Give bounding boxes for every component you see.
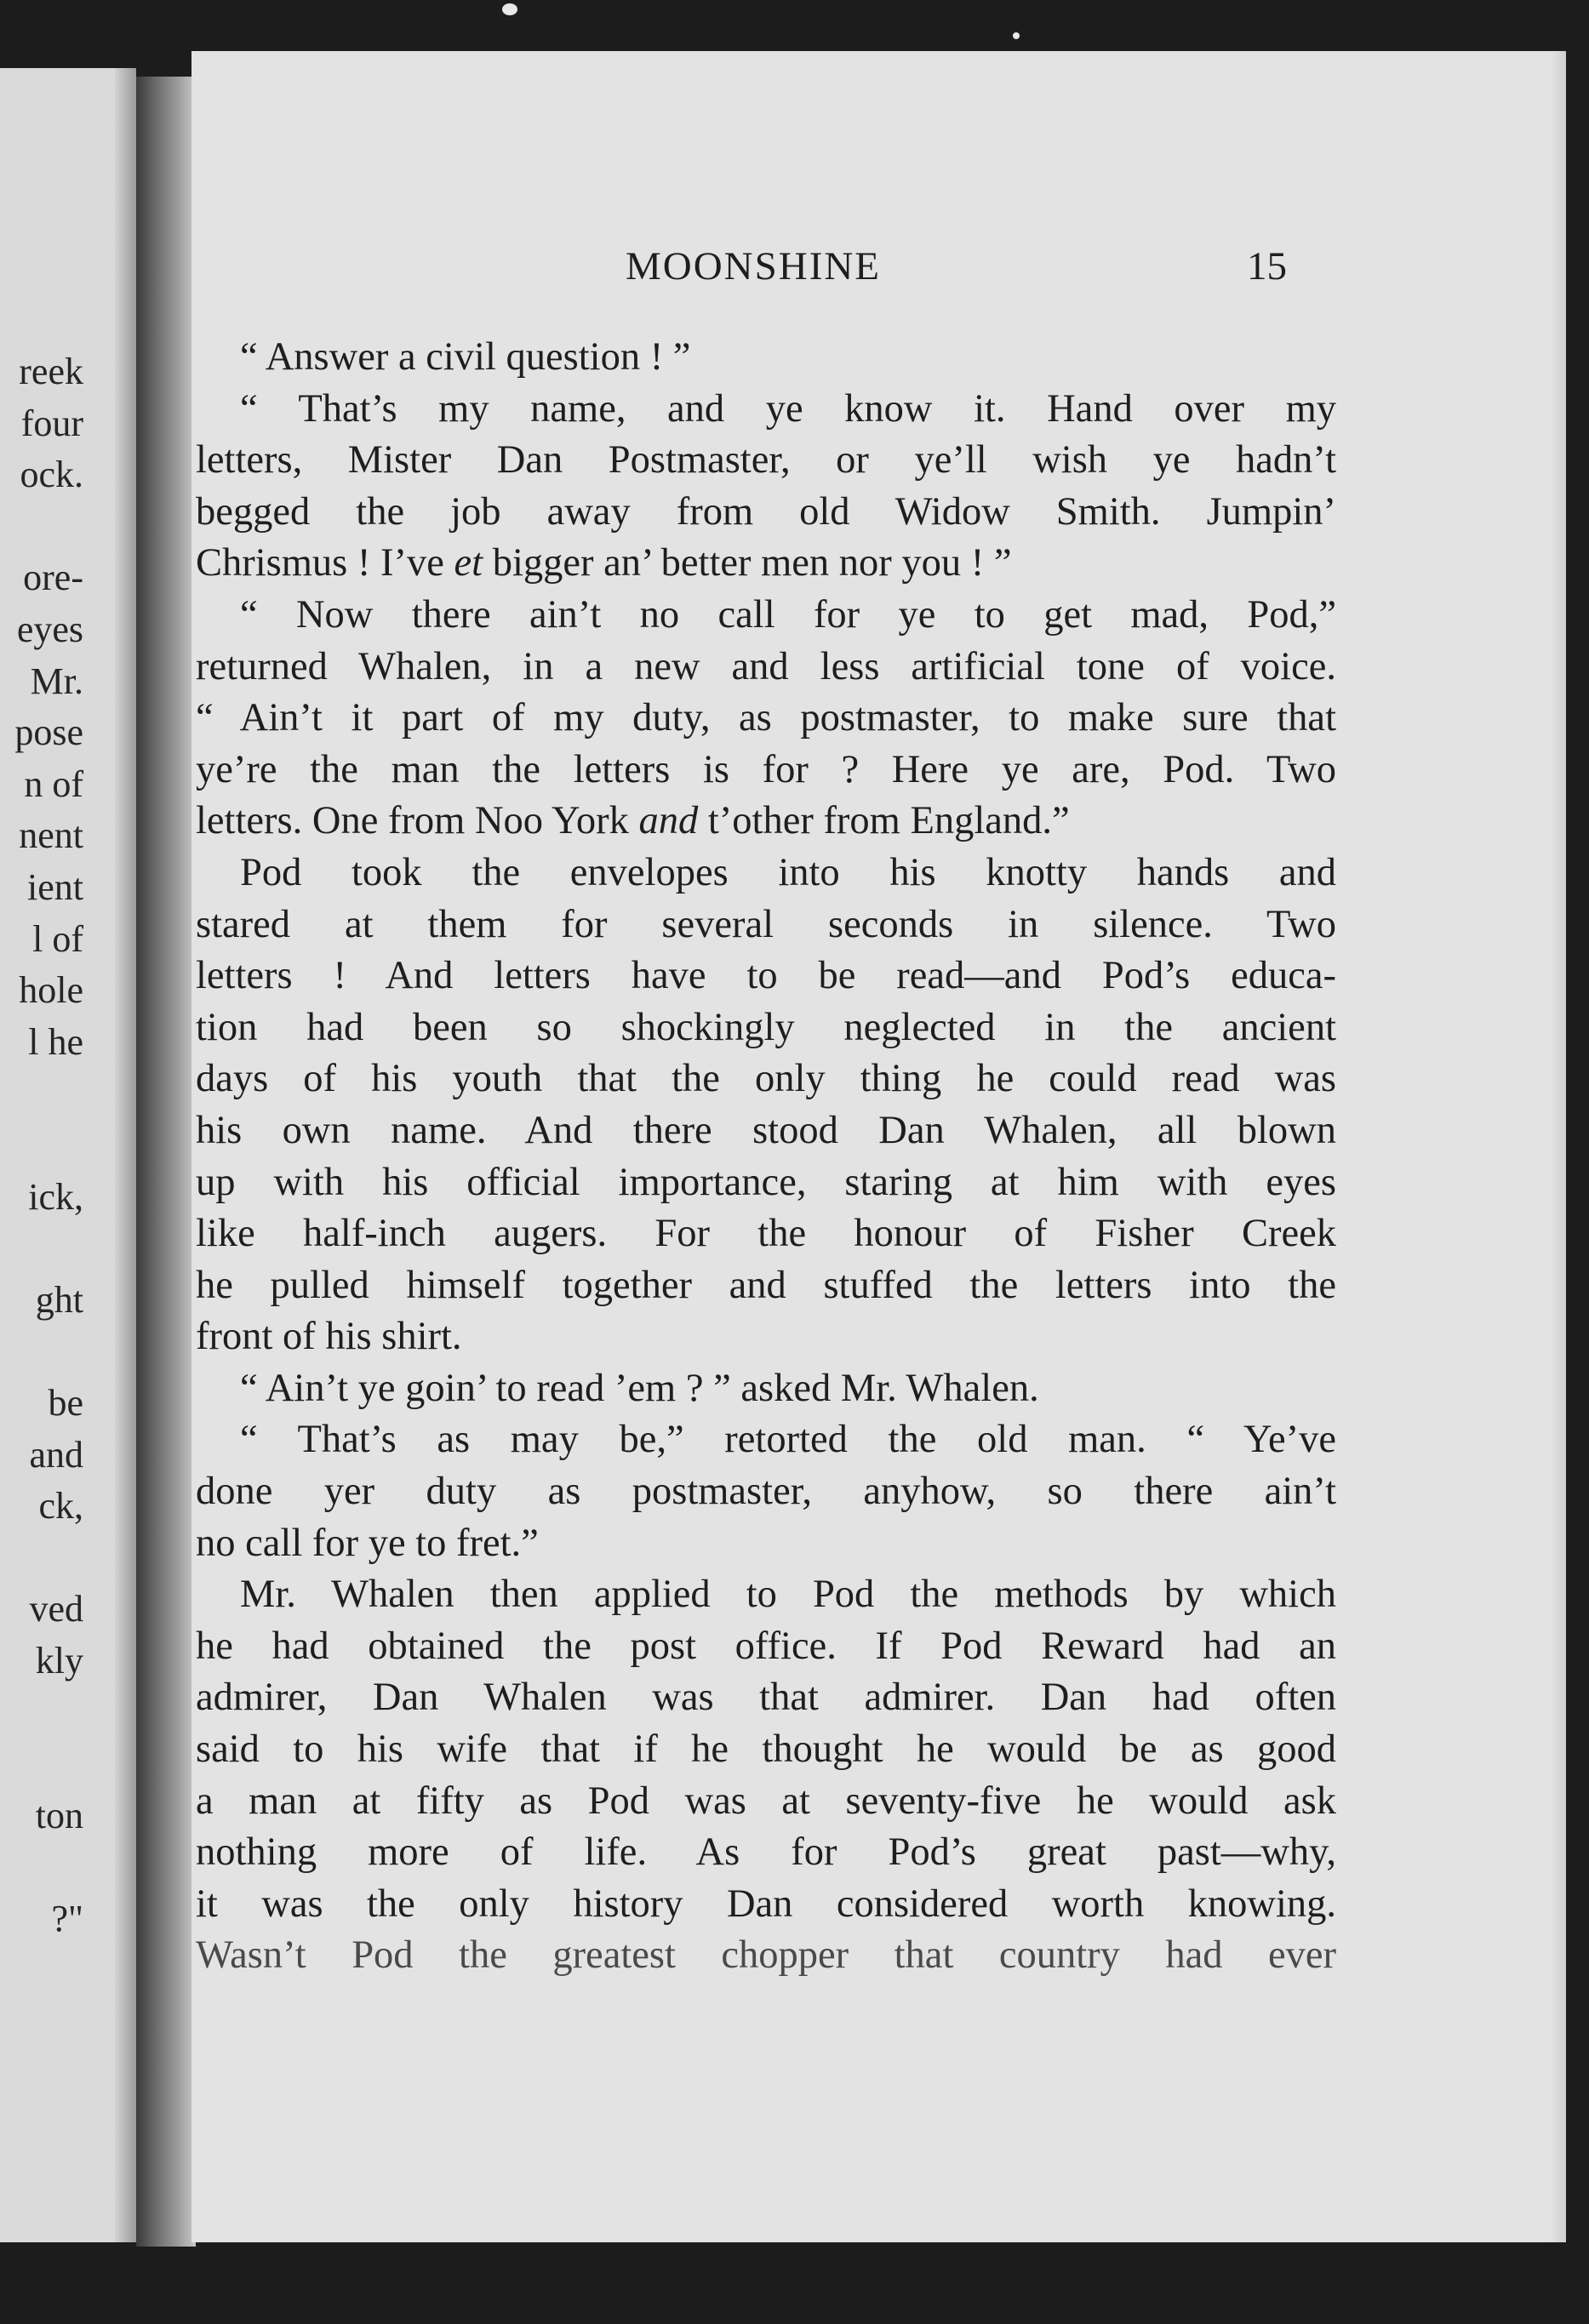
text-line: “ That’s as may be,” retorted the old man. “ Ye’ve — [240, 1418, 1336, 1462]
facing-page-fragment: ick, — [28, 1175, 83, 1218]
text-line: “ Now there ain’t no call for ye to get mad, Pod,” — [240, 592, 1336, 637]
facing-page-fragment: ght — [35, 1278, 83, 1321]
dust-speck — [1013, 32, 1020, 39]
text-line: “ That’s my name, and ye know it. Hand over my — [240, 386, 1336, 431]
text-line: days of his youth that the only thing he could read was — [196, 1057, 1336, 1101]
text-line: no call for ye to fret.” — [196, 1521, 539, 1565]
text-line: letters. One from Noo York and t’other from England.” — [196, 799, 1070, 843]
text-line: letters, Mister Dan Postmaster, or ye’ll wish ye hadn’t — [196, 438, 1336, 483]
text-line: Chrismus ! I’ve et bigger an’ better men nor you ! ” — [196, 541, 1012, 585]
facing-page-edge — [0, 68, 136, 2242]
facing-page-fragment: ore- — [23, 557, 83, 599]
page-number: 15 — [1247, 244, 1287, 288]
text-line: Mr. Whalen then applied to Pod the methods by which — [240, 1573, 1336, 1617]
facing-page-fragment: four — [20, 402, 83, 444]
text-line: front of his shirt. — [196, 1315, 462, 1359]
facing-page-fragment: Mr. — [30, 660, 83, 702]
text-line: a man at fifty as Pod was at seventy-five he would ask — [196, 1779, 1336, 1823]
text-line: “ Answer a civil question ! ” — [240, 335, 691, 379]
text-line: like half-inch augers. For the honour of Fisher Creek — [196, 1212, 1336, 1256]
text-line: admirer, Dan Whalen was that admirer. Dan had often — [196, 1676, 1336, 1720]
text-line: nothing more of life. As for Pod’s great past—why, — [196, 1830, 1336, 1875]
page-edge-shadow — [1551, 51, 1566, 2242]
book-spine-shadow — [136, 77, 196, 2247]
facing-page-fragment: ton — [35, 1794, 83, 1836]
running-head — [191, 243, 1566, 294]
text-line: Pod took the envelopes into his knotty hands and — [240, 850, 1336, 894]
text-line: stared at them for several seconds in silence. Two — [196, 902, 1336, 946]
facing-page-fragment: n of — [24, 762, 83, 805]
text-line: returned Whalen, in a new and less artificial tone of voice. — [196, 644, 1336, 688]
text-line: done yer duty as postmaster, anyhow, so there ain’t — [196, 1470, 1336, 1514]
body-text — [196, 332, 1336, 1982]
facing-page-fragment: hole — [19, 969, 83, 1012]
book-page — [191, 51, 1566, 2242]
text-line: he pulled himself together and stuffed the letters into the — [196, 1263, 1336, 1307]
text-line: he had obtained the post office. If Pod Reward had an — [196, 1624, 1336, 1668]
text-line: “ Ain’t ye goin’ to read ’em ? ” asked Mr. Whalen. — [240, 1366, 1039, 1410]
text-line: ye’re the man the letters is for ? Here ye are, Pod. Two — [196, 747, 1336, 791]
running-title: MOONSHINE — [626, 244, 881, 288]
facing-page-fragment: and — [29, 1433, 83, 1476]
text-line: letters ! And letters have to be read—and Pod’s educa- — [196, 954, 1336, 998]
text-line: it was the only history Dan considered worth knowing. — [196, 1881, 1336, 1926]
scan-background — [0, 2247, 1589, 2324]
facing-page-fragment: ck, — [38, 1485, 83, 1527]
facing-page-fragment: be — [48, 1382, 83, 1424]
facing-page-fragment: kly — [35, 1640, 83, 1682]
text-line: begged the job away from old Widow Smith. Jumpin’ — [196, 489, 1336, 534]
facing-page-gutter — [115, 68, 136, 2242]
facing-page-fragment: ock. — [20, 454, 83, 496]
text-line: Wasn’t Pod the greatest chopper that country had ever — [196, 1933, 1336, 1978]
facing-page-fragment: ved — [29, 1588, 83, 1630]
facing-page-fragment: l of — [32, 917, 83, 960]
facing-page-fragment: pose — [14, 711, 83, 754]
text-line: up with his official importance, staring at him with eyes — [196, 1160, 1336, 1204]
facing-page-fragment: l he — [28, 1020, 83, 1063]
text-line: his own name. And there stood Dan Whalen, all blown — [196, 1108, 1336, 1152]
facing-page-fragment: reek — [19, 351, 83, 392]
facing-page-fragment: nent — [19, 814, 83, 857]
facing-page-fragment: ient — [27, 866, 83, 908]
dust-speck — [502, 3, 517, 15]
text-line: tion had been so shockingly neglected in the ancient — [196, 1005, 1336, 1049]
text-line: said to his wife that if he thought he would be as good — [196, 1727, 1336, 1772]
facing-page-fragment: eyes — [16, 608, 83, 650]
text-line: “ Ain’t it part of my duty, as postmaster, to make sure that — [196, 696, 1336, 740]
facing-page-fragment: ?" — [51, 1898, 83, 1939]
